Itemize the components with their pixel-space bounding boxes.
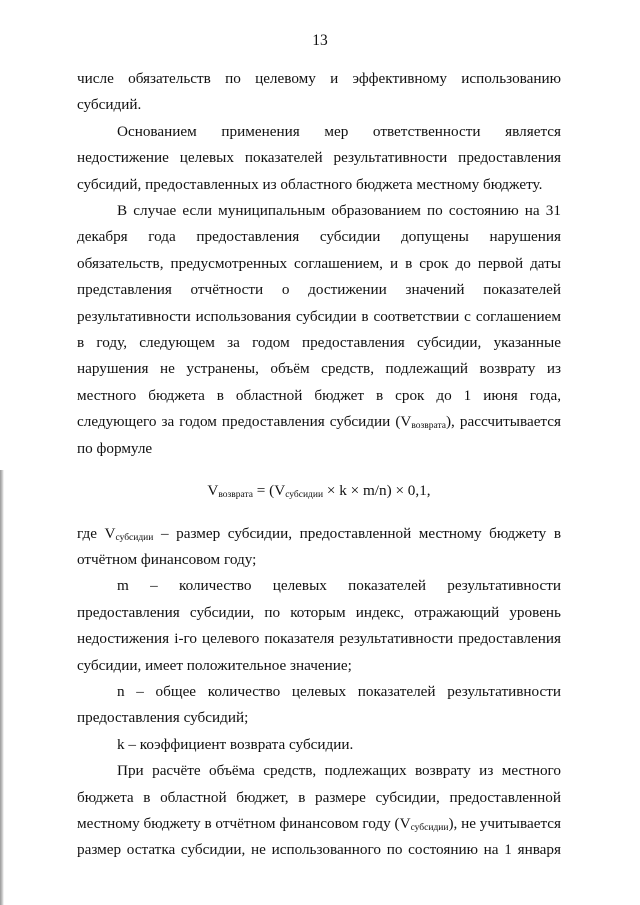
formula-mid: = (V <box>253 482 286 500</box>
scan-edge-shadow <box>0 470 4 905</box>
formula-sub-subsidy: субсидии <box>285 490 324 501</box>
paragraph-3-tail: ), рассчитывается по формуле <box>77 413 561 457</box>
document-body <box>77 66 561 864</box>
formula-sub-return: возврата <box>218 490 253 501</box>
v-return-subscript: возврата <box>411 421 446 432</box>
definition-v-text: – размер субсидии, предоставленной местному бюджету в отчётном финансовом году; <box>77 524 561 568</box>
paragraph-3-text: В случае если муниципальным образованием по состоянию на 31 декабря года предоставления субсидии допущены нарушения обязательств, предусмотренных соглашением, и в срок до первой даты представления отчётности о достижении значений показателей результативности использования субсидии в соответствии с соглашением в году, следующем за годом предоставления субсидии, указанные нарушения не устранены, объём средств, подлежащий возврату из местного бюджета в областной бюджет в срок до 1 июня года, следующего за годом предоставления субсидии (V <box>77 202 561 431</box>
paragraph-definition-v <box>77 521 561 574</box>
paragraph-1: числе обязательств по целевому и эффективному использованию субсидий. <box>77 70 561 114</box>
page-number: 13 <box>312 32 328 49</box>
paragraph-definition-m: m – количество целевых показателей результативности предоставления субсидии, по которым индекс, отражающий уровень недостижения i-го целевого показателя результативности предоставления субсидии, имеет положительное значение; <box>77 577 561 674</box>
paragraph-definition-n: n – общее количество целевых показателей результативности предоставления субсидий; <box>77 682 561 727</box>
calculation-note-tail: ), не учитывается размер остатка субсидии, не использованного по состоянию на 1 января <box>77 814 561 859</box>
calculation-note-text: При расчёте объёма средств, подлежащих возврату из местного бюджета в областной бюджет, в размере субсидии, предоставленной местному бюджету в отчётном финансовом году (V <box>77 762 561 832</box>
paragraph-2: Основанием применения мер ответственности является недостижение целевых показателей результативности предоставления субсидий, предоставленных из областного бюджета местному бюджету. <box>77 122 561 193</box>
paragraph-calculation-note <box>77 758 561 864</box>
formula-end: × k × m/n) × 0,1, <box>323 482 431 500</box>
calculation-note-subscript: субсидии <box>410 822 449 833</box>
definition-v-subscript: субсидии <box>115 532 154 543</box>
formula <box>77 478 561 504</box>
paragraph-definition-k: k – коэффициент возврата субсидии. <box>117 735 354 753</box>
formula-v: V <box>207 482 219 500</box>
paragraph-3 <box>77 198 561 462</box>
definition-v-start: где V <box>77 524 116 542</box>
